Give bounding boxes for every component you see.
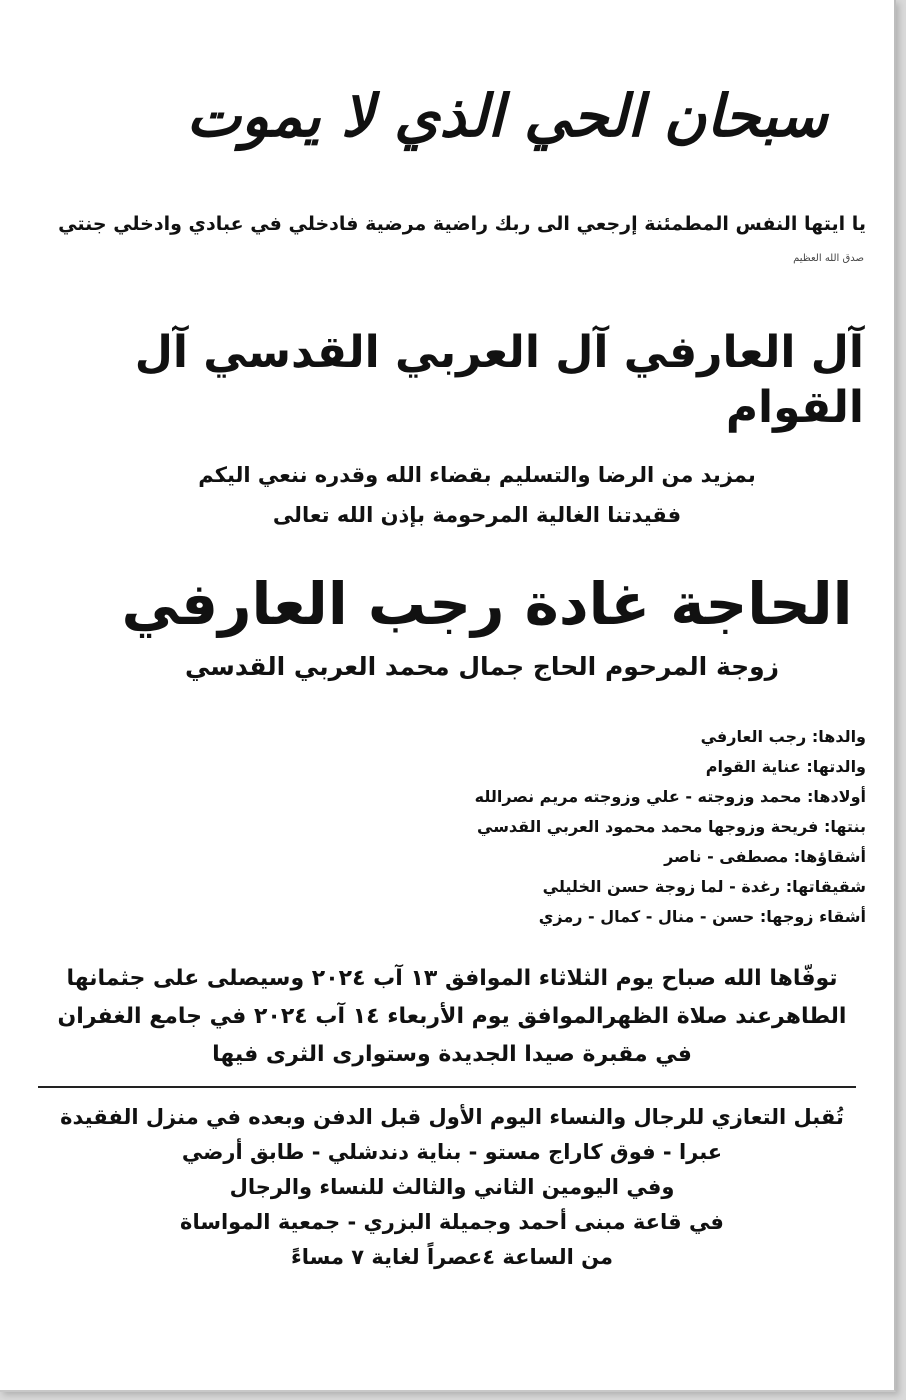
relative-brothers: أشقاؤها: مصطفى - ناصر bbox=[664, 847, 866, 866]
funeral-line-2: الطاهرعند صلاة الظهرالموافق يوم الأربعاء ١٤ آب ٢٠٢٤ في جامع الغفران bbox=[57, 1004, 847, 1029]
condolence-line-4: في قاعة مبنى أحمد وجميلة البزري - جمعية المواساة bbox=[180, 1210, 724, 1234]
relatives-list bbox=[20, 722, 866, 932]
condolence-line-1: تُقبل التعازي للرجال والنساء اليوم الأول قبل الدفن وبعده في منزل الفقيدة bbox=[60, 1105, 844, 1129]
relative-sons: أولادها: محمد وزوجته - علي وزوجته مريم نصرالله bbox=[474, 787, 866, 806]
funeral-line-3: في مقبرة صيدا الجديدة وستوارى الثرى فيها bbox=[212, 1042, 692, 1067]
quran-verse: يا ايتها النفس المطمئنة إرجعي الى ربك راضية مرضية فادخلي في عبادي وادخلي جنتي bbox=[58, 213, 866, 235]
condolence-details bbox=[0, 1100, 894, 1275]
funeral-details bbox=[0, 960, 894, 1074]
relative-daughter: بنتها: فريحة وزوجها محمد محمود العربي القدسي bbox=[477, 817, 866, 836]
condolence-line-5: من الساعة ٤عصراً لغاية ٧ مساءً bbox=[290, 1245, 614, 1269]
calligraphy-heading: سبحان الحي الذي لا يموت bbox=[186, 82, 828, 150]
announcement-line-2: فقيدتنا الغالية المرحومة بإذن الله تعالى bbox=[272, 503, 682, 527]
funeral-line-1: توفّاها الله صباح يوم الثلاثاء الموافق ١٣ آب ٢٠٢٤ وسيصلى على جثمانها bbox=[66, 966, 838, 991]
relative-mother: والدتها: عناية القوام bbox=[705, 757, 866, 776]
announcement-line-1: بمزيد من الرضا والتسليم بقضاء الله وقدره ننعي اليكم bbox=[198, 463, 756, 487]
relative-husband-siblings: أشقاء زوجها: حسن - منال - كمال - رمزي bbox=[538, 907, 866, 926]
relative-sisters: شقيقاتها: رغدة - لما زوجة حسن الخليلي bbox=[542, 877, 866, 896]
relative-father: والدها: رجب العارفي bbox=[700, 727, 866, 746]
deceased-name: الحاجة غادة رجب العارفي bbox=[121, 570, 853, 638]
family-names: آل العارفي آل العربي القدسي آل القوام bbox=[134, 327, 864, 433]
condolence-line-2: عبرا - فوق كاراج مستو - بناية دندشلي - طابق أرضي bbox=[181, 1140, 723, 1164]
verse-reference: صدق الله العظيم bbox=[793, 253, 864, 264]
deceased-spouse: زوجة المرحوم الحاج جمال محمد العربي القدسي bbox=[184, 652, 780, 681]
section-divider bbox=[38, 1086, 856, 1088]
condolence-line-3: وفي اليومين الثاني والثالث للنساء والرجال bbox=[229, 1175, 675, 1199]
